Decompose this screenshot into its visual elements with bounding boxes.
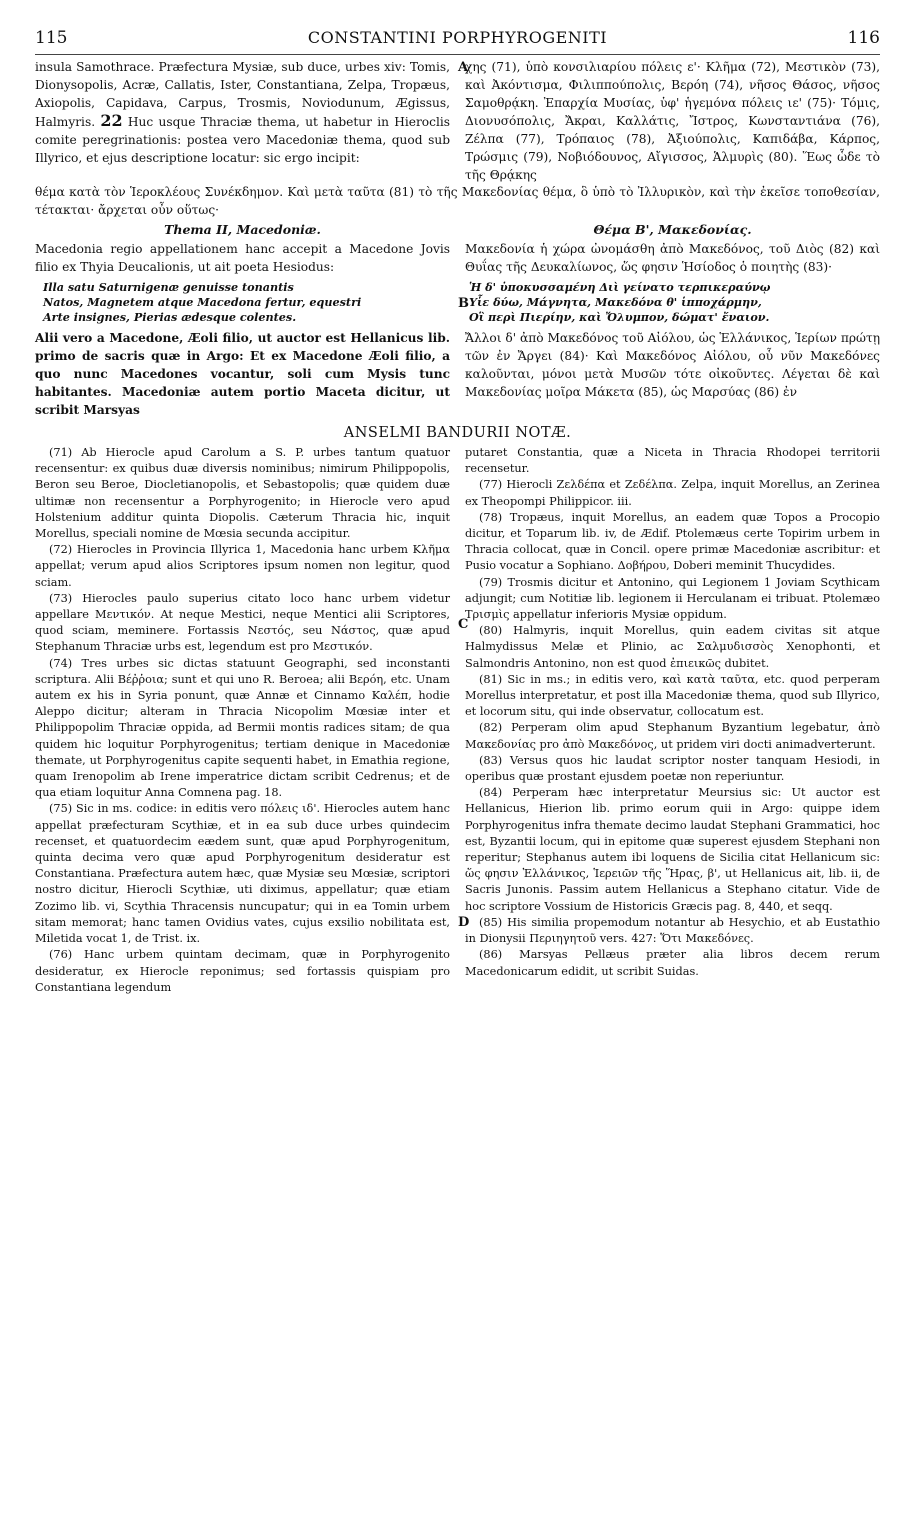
note-76-continued: putaret Constantia, quæ a Niceta in Thracia Rhodopei territorii recensetur. (465, 446, 880, 476)
greek-poem-line: Ἡ δ' ὑποκυσσαμένη Διὶ γείνατο τερπικεραύνῳ (469, 280, 771, 294)
note-80: (80) Halmyris, inquit Morellus, quin eadem civitas sit atque Halmydissus Melæ et Plinio, ac Σαλμυδισσὸς Xenophonti, et Salmondris Antonino, non est quod ἐπιεικῶς dubitet. (465, 624, 880, 670)
section-number-22: 22 (100, 111, 123, 130)
column-marker-a: A (458, 60, 469, 75)
greek-poem-line: Υἷε δύω, Μάγνητα, Μακεδόνα θ' ἱπποχάρμην, (469, 295, 762, 309)
note-83: (83) Versus quos hic laudat scriptor noster tanquam Hesiodi, in operibus quæ prostant ejusdem poetæ non reperiuntur. (465, 753, 880, 784)
note-75: (75) Sic in ms. codice: in editis vero πόλεις ιδ'. Hierocles autem hanc appellat præfecturam Scythiæ, et in ea sub duce urbes quindecim recenset, et quatuordecim eædem sunt, quæ apud Porphyrogenitum, quinta decima vero quæ apud Porphyrogenitum desideratur est Constantiana. Præfectura autem hæc, quæ Mysiæ seu Mœsiæ, scriptori nostro dicitur, Hierocli Scythiæ, uti diximus, appellatur; quæ etiam Zozimo lib. vi, Scythia Thracensis nuncupatur; qui in ea Tomin urbem sitam memorat; hanc tamen Ovidius vates, cujus exsilio nobilitata est, Miletida vocat 1, de Trist. ix. (35, 802, 450, 946)
column-marker-d: D (458, 915, 470, 930)
latin-poem (43, 280, 454, 325)
note-76: (76) Hanc urbem quintam decimam, quæ in Porphyrogenito desideratur, ex Hierocle reponimus; sed fortassis quispiam pro Constantiana legendum (35, 948, 450, 994)
latin-text-prefecture: insula Samothrace. Præfectura Mysiæ, sub duce, urbes xiv: Tomis, Dionysopolis, Acræ, Callatis, Ister, Constantiana, Zelpa, Tropæus, Axiopolis, Capidava, Carpus, Trosmis, Noviodunum, Ægissus, Halmyris. (35, 60, 450, 129)
greek-column-top: χης (71), ὑπὸ κονσιλιαρίου πόλεις ε'· Κλῆμα (72), Μεστικὸν (73), καὶ Ἀκόντισμα, Φιλιππούπολις, Βερόη (74), νῆσος Θάσος, νῆσος Σαμοθρᾴκη. Ἐπαρχία Μυσίας, ὑφ' ἡγεμόνα πόλεις ιε' (75)· Τόμις, Διονυσόπολις, Ἄκραι, Καλλάτις, Ἴστρος, Κωνσταντιάνα (76), Ζέλπα (77), Τρόπαιος (78), Ἀξιούπολις, Καπιδάβα, Κάρπος, Τρώσμις (79), Νοβιόδουνος, Αἴγισσος, Ἁλμυρὶς (80). Ἕως ὧδε τὸ τῆς Θρᾴκης (465, 60, 880, 182)
greek-section-heading: Θέμα Β', Μακεδονίας. (593, 222, 752, 237)
section-headings (35, 219, 880, 240)
note-79: (79) Trosmis dicitur et Antonino, qui Legionem 1 Joviam Scythicam adjungit; cum Notitiæ lib. legionem ii Herculanam ei tribuat. Ptolemæo Τρισμὶς appellatur inferioris Mysiæ oppidum. (465, 575, 880, 622)
note-73: (73) Hierocles paulo superius citato loco hanc urbem videtur appellare Μεντικόν. At neque Mestici, neque Mentici alii Scriptores, quod sciam, meminere. Fortassis Νεστός, seu Νάστος, quæ apud Stephanum Thraciæ urbs est, legendum est pro Μεστικόν. (35, 591, 450, 654)
greek-full-width-line: θέμα κατὰ τὸν Ἱεροκλέους Συνέκδημον. Καὶ μετὰ ταῦτα (81) τὸ τῆς Μακεδονίας θέμα, ὃ ὑπὸ τὸ Ἰλλυρικὸν, καὶ τὴν ἐκεῖσε τοποθεσίαν, τέτακται· ἄρχεται οὖν οὕτως· (35, 185, 880, 217)
note-86: (86) Marsyas Pellæus præter alia libros decem rerum Macedonicarum edidit, ut scribit Suidas. (465, 948, 880, 978)
notes-left-column (35, 445, 450, 996)
column-marker-b: B (458, 296, 469, 311)
greek-poem-line: Οἳ περὶ Πιερίην, καὶ Ὄλυμπον, δώματ' ἔναιον. (469, 310, 770, 324)
poem-block (35, 276, 880, 329)
section-paragraph-2 (35, 329, 880, 419)
notes-section (35, 445, 880, 996)
latin-paragraph-1: Macedonia regio appellationem hanc accepit a Macedone Jovis filio ex Thyia Deucalionis, ut ait poeta Hesiodus: (35, 242, 450, 274)
note-72: (72) Hierocles in Provincia Illyrica 1, Macedonia hanc urbem Κλῆμα appellat; verum apud alios Scriptores ipsum nomen non legitur, quod sciam. (35, 543, 450, 589)
note-84: (84) Perperam hæc interpretatur Meursius sic: Ut auctor est Hellanicus, Hierion lib. primo eorum quii in Argo: quippe idem Porphyrogenitus infra themate decimo laudat Stephani Grammatici, hoc est, Byzantii locum, qui in epitome quæ superest ejusdem Stephani non reperitur; Stephanus autem ibi loquens de Sicilia citat Hellanicum sic: ὥς φησιν Ἑλλάνικος, Ἱερειῶν τῆς Ἥρας, β', ut Hellanicus ait, lib. ii, de Sacris Junonis. Passim autem Hellanicus a Stephano citatur. Vide de hoc scriptore Vossium de Historicis Græcis pag. 8, 440, et seqq. (465, 786, 880, 913)
note-82: (82) Perperam olim apud Stephanum Byzantium legebatur, ἀπὸ Μακεδονίας pro ἀπὸ Μακεδόνος, ut pridem viri docti animadverterunt. (465, 721, 880, 751)
note-74: (74) Tres urbes sic dictas statuunt Geographi, sed inconstanti scriptura. Alii Βέῤῥοια; sunt et qui uno R. Beroea; alii Βερόη, etc. Unam autem ex his in Syria ponunt, quæ Annæ et Cinnamo Καλέπ, hodie Aleppo dicitur; alteram in Thracia Nicopolim Mœsiæ inter et Philippopolim Thraciæ oppida, ad Bermii montis radices sitam; de qua quidem hic loquitur Porphyrogenitus; tertiam denique in Macedoniæ themate, ut Porphyrogenitus capite sequenti habet, in Emathia regione, quam Irenopolim ab Irene imperatrice dictam scribit Cedrenus; et de qua etiam loquitur Anna Comnena pag. 18. (35, 656, 450, 800)
latin-poem-line: Arte insignes, Pierias ædesque colentes. (43, 310, 297, 324)
section-paragraph-1 (35, 240, 880, 276)
note-71: (71) Ab Hierocle apud Carolum a S. P. urbes tantum quatuor recensentur: ex quibus duæ diversis nominibus; nimirum Philippopolis, Beron seu Beroe, Diocletianopolis, et Sebastopolis; quæ quidem duæ ultimæ non recensentur a Porphyrogenito; in Hierocle vero apud Holstenium additur quinta Diopolis. Cæterum Thracia hic, inquit Morellus, speciali nomine de Mœsia secunda accipitur. (35, 446, 450, 541)
latin-poem-line: Illa satu Saturnigenæ genuisse tonantis (43, 280, 294, 294)
running-header (35, 28, 880, 55)
column-marker-c: C (458, 617, 469, 632)
note-85: (85) His similia propemodum notantur ab Hesychio, et ab Eustathio in Dionysii Περιηγητοῦ vers. 427: Ὅτι Μακεδόνες. (465, 915, 880, 946)
note-77: (77) Hierocli Ζελδέπα et Ζεδέλπα. Zelpa, inquit Morellus, an Zerinea ex Theopompi Philippicor. iii. (465, 478, 880, 508)
greek-paragraph-1: Μακεδονία ἡ χώρα ὠνομάσθη ἀπὸ Μακεδόνος, τοῦ Διὸς (82) καὶ Θυΐας τῆς Δευκαλίωνος, ὥς φησιν Ἡσίοδος ὁ ποιητὴς (83)· (465, 242, 880, 274)
greek-paragraph-2: Ἄλλοι δ' ἀπὸ Μακεδόνος τοῦ Αἰόλου, ὡς Ἑλλάνικος, Ἱερίων πρώτῃ τῶν ἐν Ἄργει (84)· Καὶ Μακεδόνος Αἰόλου, οὗ νῦν Μακεδόνες καλοῦνται, μόνοι μετὰ Μυσῶν τότε οἰκοῦντες. Λέγεται δὲ καὶ Μακεδονίας μοῖρα Μάκετα (85), ὡς Μαρσύας (86) ἐν (465, 331, 880, 399)
page (35, 28, 880, 996)
latin-section-heading: Thema II, Macedoniæ. (164, 222, 321, 237)
note-78: (78) Tropæus, inquit Morellus, an eadem quæ Topos a Procopio dicitur, et Toparum lib. iv, de Ædif. Ptolemæus certe Topirim urbem in Thracia collocat, quæ in Concil. opere primæ Macedoniæ ascribitur: et Pusio vocatur a Sophiano. Δοβήρου, Doberi meminit Thucydides. (465, 510, 880, 573)
top-parallel-text (35, 58, 880, 184)
notes-title: ANSELMI BANDURII NOTÆ. (343, 425, 572, 441)
latin-poem-line: Natos, Magnetem atque Macedona fertur, equestri (43, 295, 362, 309)
notes-right-column (465, 445, 880, 996)
right-page-number: 116 (847, 28, 880, 48)
note-81: (81) Sic in ms.; in editis vero, καὶ κατὰ ταῦτα, etc. quod perperam Morellus interpretatur, et post illa Macedoniæ thema, quod sub Illyrico, et locorum situ, qui inde observatur, collocatum est. (465, 672, 880, 719)
latin-text-thema: Huc usque Thraciæ thema, ut habetur in Hieroclis comite peregrinationis: postea vero Macedoniæ thema, quod sub Illyrico, et ejus descriptione locatur: sic ergo incipit: (35, 115, 450, 165)
running-title: CONSTANTINI PORPHYROGENITI (307, 28, 608, 47)
latin-paragraph-2: Alii vero a Macedone, Æoli filio, ut auctor est Hellanicus lib. primo de sacris quæ in Argo: Et ex Macedone Æoli filio, a quo nunc Macedones vocantur, soli cum Mysis tunc habitantes. Macedoniæ autem portio Maceta dicitur, ut scribit Marsyas (35, 331, 450, 417)
latin-column-top (35, 58, 450, 184)
left-page-number: 115 (35, 28, 68, 48)
greek-poem (469, 280, 880, 325)
